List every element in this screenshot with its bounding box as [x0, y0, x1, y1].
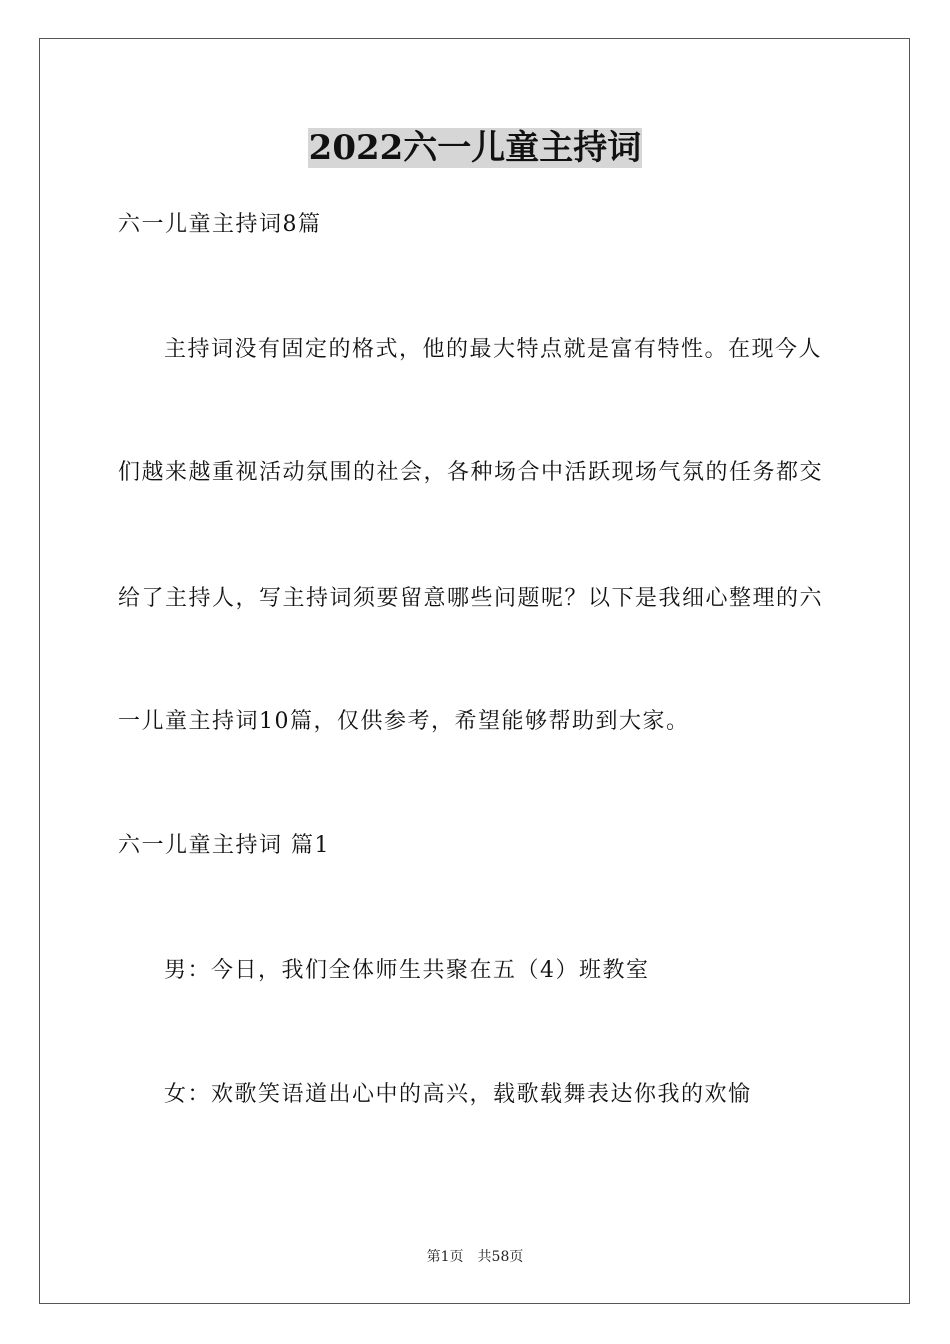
page-number: 第1页 — [426, 1249, 464, 1265]
intro-line-2: 们越来越重视活动氛围的社会，各种场合中活跃现场气氛的任务都交 — [118, 460, 824, 485]
page-footer — [0, 1248, 950, 1266]
page-total: 共58页 — [477, 1249, 524, 1265]
document-subtitle: 六一儿童主持词8篇 — [118, 212, 322, 237]
intro-line-3: 给了主持人，写主持词须要留意哪些问题呢？以下是我细心整理的六 — [118, 586, 824, 611]
document-title-text: 2022六一儿童主持词 — [308, 128, 642, 168]
section-heading: 六一儿童主持词 篇1 — [118, 833, 330, 858]
intro-line-4: 一儿童主持词10篇，仅供参考，希望能够帮助到大家。 — [118, 709, 690, 734]
dialogue-line-2: 女：欢歌笑语道出心中的高兴，载歌载舞表达你我的欢愉 — [164, 1082, 752, 1107]
document-title — [0, 126, 950, 170]
dialogue-line-1: 男：今日，我们全体师生共聚在五（4）班教室 — [164, 958, 650, 983]
intro-line-1: 主持词没有固定的格式，他的最大特点就是富有特性。在现今人 — [164, 337, 823, 362]
